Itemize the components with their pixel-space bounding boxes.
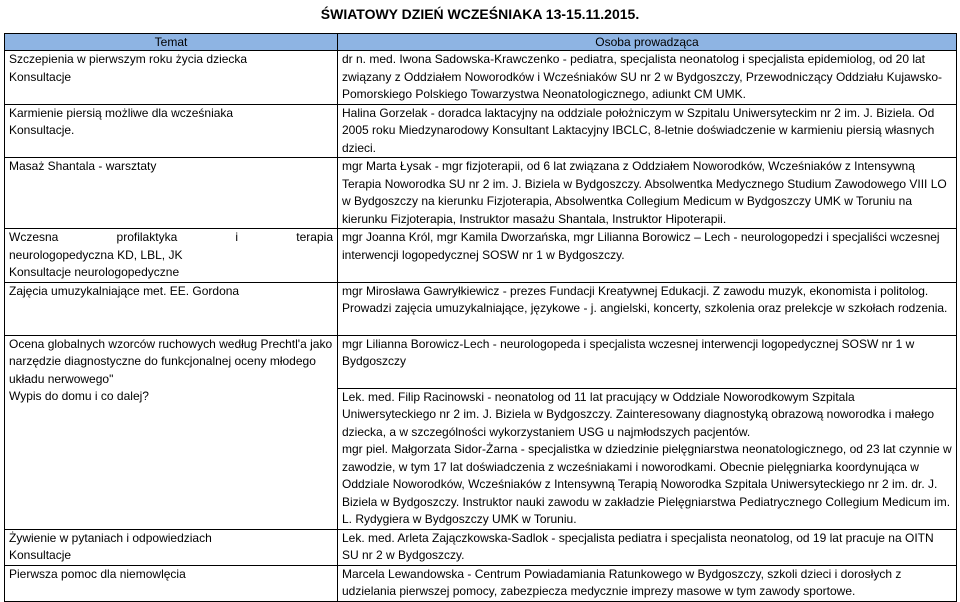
topic-cell [5,529,338,565]
topic-line: Karmienie piersią możliwe dla wcześniaka [9,105,234,120]
person-text: Halina Gorzelak - doradca laktacyjny na oddziale położniczym w Szpitalu Uniwersyteckim nr 2 im. J. Biziela. Od 2005 roku Miedzynarodowy Konsultant Laktacyjny IBCLC, 8-letnie doświadczenie w karmieniu piersią własnych dzieci. [342,105,935,155]
person-text: mgr Lilianna Borowicz-Lech - neurologopeda i specjalista wczesnej interwencji logopedycznej SOSW nr 1 w Bydgoszczy [342,336,915,368]
table-row [5,229,957,283]
header-topic: Temat [5,34,338,51]
table-row [5,104,957,158]
person-text: mgr Mirosława Gawryłkiewicz - prezes Fundacji Kreatywnej Edukacji. Z zawodu muzyk, ekonomista i politolog. Prowadzi zajęcia umuzykalniające, językowe - j. angielski, koncerty, szkolenia oraz prelekcje w szkołach rodzenia. [342,283,948,315]
topic-cell [5,565,338,601]
table-row [5,282,957,335]
person-text: dr n. med. Iwona Sadowska-Krawczenko - pediatra, specjalista neonatolog i specjalista epidemiolog, od 20 lat związany z Oddziałem Noworodków i Wcześniaków SU nr 2 w Bydgoszczy, Przewodniczący Oddziału Kujawsko-Pomorskiego Polskiego Towarzystwa Neonatologicznego, adiunkt CM UMK. [342,52,942,101]
table-header-row [5,34,957,51]
topic-line: Konsultacje [9,548,72,562]
person-cell [338,388,957,529]
person-cell [338,529,957,565]
topic-line: Ocena globalnych wzorców ruchowych według Prechtl'a jako narzędzie diagnostyczne do funkcjonalnej oceny młodego układu nerwowego" [9,336,333,386]
table-row [5,529,957,565]
topic-cell [5,158,338,229]
topic-cell [5,104,338,158]
topic-line: Konsultacje. [9,123,75,137]
table-row [5,158,957,229]
person-cell [338,282,957,335]
topic-line: Żywienie w pytaniach i odpowiedziach [9,530,212,545]
person-cell [338,104,957,158]
topic-line: Konsultacje neurologopedyczne [9,265,180,279]
person-text: mgr Joanna Król, mgr Kamila Dworzańska, mgr Lilianna Borowicz – Lech - neurologopedzi i specjaliści wczesnej interwencji logopedycznej SOSW nr 1 w Bydgoszczy. [342,230,940,262]
person-text: Lek. med. Arleta Zajączkowska-Sadlok - specjalista pediatra i specjalista neonatolog, od 19 lat pracuje na OITN SU nr 2 w Bydgoszczy. [342,530,934,562]
topic-line: Wypis do domu i co dalej? [9,389,149,403]
document-title: ŚWIATOWY DZIEŃ WCZEŚNIAKA 13-15.11.2015. [320,6,640,22]
topic-line: Wczesna profilaktyka i terapia [9,230,333,244]
person-cell [338,335,957,388]
table-row [5,335,957,388]
topic-cell [5,282,338,335]
header-person: Osoba prowadząca [338,34,957,51]
topic-line: Masaż Shantala - warsztaty [9,159,157,173]
topic-cell [5,51,338,105]
topic-line: Zajęcia umuzykalniające met. EE. Gordona [9,283,240,298]
person-text: Lek. med. Filip Racinowski - neonatolog od 11 lat pracujący w Oddziale Noworodkowym Szpitala Uniwersyteckiego nr 2 im. J. Biziela w Bydgoszczy. Zainteresowany diagnostyką obrazową noworodka i małego dziecka, a w szczególności wykorzystaniem USG u najmłodszych pacjentów. [342,389,935,439]
topic-line: neurologopedyczna KD, LBL, JK [9,247,183,262]
person-cell [338,229,957,283]
table-row [5,51,957,105]
schedule-table [4,33,957,602]
topic-cell [5,229,338,283]
person-text: mgr piel. Małgorzata Sidor-Żarna - specjalistka w dziedzinie pielęgniarstwa neonatologicznego, od 23 lat czynnie w zawodzie, w tym 17 lat doświadczenia z wcześniakami i noworodkami. Obecnie pielęgniarka koordynująca w Oddziale Noworodków, Wcześniaków z Intensywną Terapią Noworodka Szpitala Uniwersyteckiego nr 2 im. dr. J. Biziela w Bydgoszczy. Instruktor nauki zawodu w zakładzie Pielęgniarstwa Pediatrycznego Collegium Medicum im. L. Rydygiera w Bydgoszczy UMK w Toruniu. [342,442,952,526]
topic-line: Konsultacje [9,69,72,84]
topic-line: Szczepienia w pierwszym roku życia dziecka [9,52,248,66]
person-text: Marcela Lewandowska - Centrum Powiadamiania Ratunkowego w Bydgoszczy, szkoli dzieci i dorosłych z udzielania pierwszej pomocy, zabezpiecza medycznie imprezy masowe w tym zawody sportowe. [342,566,902,598]
topic-cell [5,335,338,529]
person-cell [338,51,957,105]
topic-line: Pierwsza pomoc dla niemowlęcia [9,566,186,581]
table-row [5,565,957,601]
person-cell [338,565,957,601]
person-text: mgr Marta Łysak - mgr fizjoterapii, od 6 lat związana z Oddziałem Noworodków, Wcześniaków z Intensywną Terapia Noworodka SU nr 2 im. J. Biziela w Bydgoszczy. Absolwentka Medycznego Studium Zawodowego VIII LO w Bydgoszczy na kierunku Fizjoterapia, Absolwentka Collegium Medicum w Bydgoszczy UMK w Toruniu na kierunku Fizjoterapia, Instruktor masażu Shantala, Instruktor Hipoterapii. [342,159,947,226]
person-cell [338,158,957,229]
